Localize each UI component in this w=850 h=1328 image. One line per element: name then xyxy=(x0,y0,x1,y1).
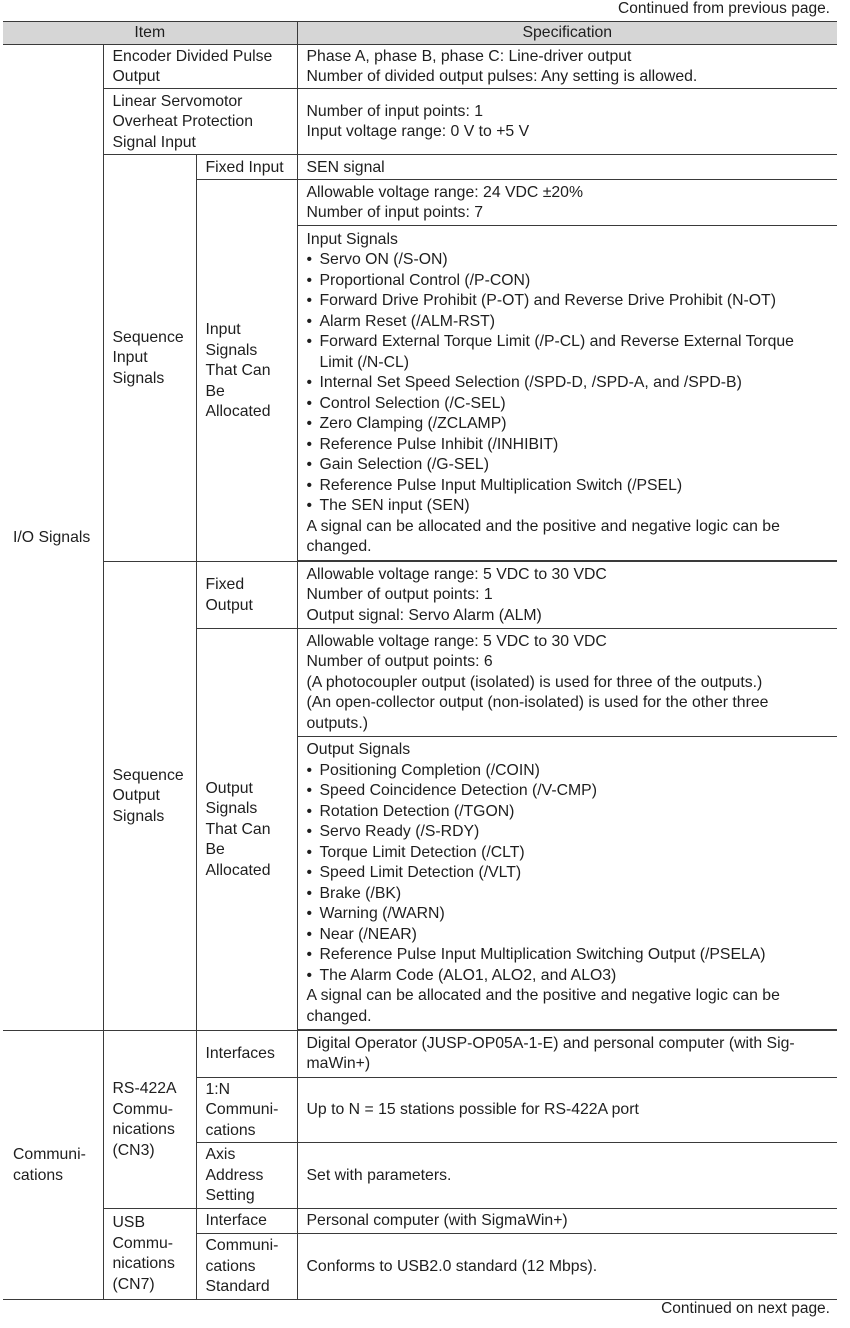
list-item: • Forward Drive Prohibit (P-OT) and Reverse Drive Prohibit (N-OT) xyxy=(307,291,829,312)
list-item: • The SEN input (SEN) xyxy=(307,496,829,517)
encoder-spec xyxy=(297,45,837,89)
list-item: • Near (/NEAR) xyxy=(307,925,829,946)
output-alloc-label: Output Signals That Can Be Allocated xyxy=(196,629,297,1031)
input-alloc-spec xyxy=(297,180,837,225)
spec-line: Allowable voltage range: 5 VDC to 30 VDC xyxy=(306,632,607,650)
list-item: • Control Selection (/C-SEL) xyxy=(307,394,829,415)
table-row xyxy=(3,1031,837,1077)
fixed-output-label: Fixed Output xyxy=(196,562,297,629)
header-specification: Specification xyxy=(297,22,837,45)
sequence-output-label: Sequence Output Signals xyxy=(103,562,196,1031)
usb-standard-spec: Conforms to USB2.0 standard (12 Mbps). xyxy=(297,1234,837,1300)
axis-address-label: Axis Address Setting xyxy=(196,1143,297,1209)
overheat-label: Linear Servomotor Overheat Protection Signal Input xyxy=(103,89,297,155)
list-item: • Servo Ready (/S-RDY) xyxy=(307,822,829,843)
encoder-label: Encoder Divided Pulse Output xyxy=(103,45,297,89)
header-item: Item xyxy=(3,22,297,45)
list-item: • Forward External Torque Limit (/P-CL) and Reverse External Torque Limit (/N-CL) xyxy=(307,332,829,373)
axis-address-spec: Set with parameters. xyxy=(297,1143,837,1209)
table-row xyxy=(3,1208,837,1233)
spec-line: Input voltage range: 0 V to +5 V xyxy=(306,123,530,141)
table-row xyxy=(3,562,837,629)
sequence-input-label: Sequence Input Signals xyxy=(103,155,196,562)
input-signals-note: A signal can be allocated and the positive and negative logic can be changed. xyxy=(306,517,780,556)
list-item: • Reference Pulse Input Multiplication Switching Output (/PSELA) xyxy=(307,945,829,966)
usb-interface-label: Interface xyxy=(196,1208,297,1233)
usb-interface-spec: Personal computer (with SigmaWin+) xyxy=(297,1208,837,1233)
list-item: • Torque Limit Detection (/CLT) xyxy=(307,843,829,864)
output-alloc-spec xyxy=(297,629,837,737)
list-item: • Gain Selection (/G-SEL) xyxy=(307,455,829,476)
list-item: • Servo ON (/S-ON) xyxy=(307,250,829,271)
spec-line: Number of output points: 6 xyxy=(306,653,493,671)
spec-line: Number of input points: 7 xyxy=(306,204,484,222)
spec-line: Allowable voltage range: 5 VDC to 30 VDC xyxy=(306,565,607,583)
spec-line: Allowable voltage range: 24 VDC ±20% xyxy=(306,183,584,201)
list-item: • Alarm Reset (/ALM-RST) xyxy=(307,312,829,333)
io-signals-label: I/O Signals xyxy=(3,45,103,1031)
input-alloc-label: Input Signals That Can Be Allocated xyxy=(196,180,297,562)
output-signal-list xyxy=(307,761,829,987)
rs422-label: RS-422A Commu- nications (CN3) xyxy=(103,1031,196,1209)
list-item: • Rotation Detection (/TGON) xyxy=(307,802,829,823)
continued-from-previous: Continued from previous page. xyxy=(618,0,830,17)
list-item: • Warning (/WARN) xyxy=(307,904,829,925)
list-item: • The Alarm Code (ALO1, ALO2, and ALO3) xyxy=(307,966,829,987)
spec-line: Number of divided output pulses: Any setting is allowed. xyxy=(306,68,698,86)
spec-line: (A photocoupler output (isolated) is used for three of the outputs.) xyxy=(306,673,763,691)
table-row xyxy=(3,89,837,155)
list-item: • Positioning Completion (/COIN) xyxy=(307,761,829,782)
usb-standard-label: Communi- cations Standard xyxy=(196,1234,297,1300)
one-n-spec: Up to N = 15 stations possible for RS-422A port xyxy=(297,1077,837,1143)
list-item: • Proportional Control (/P-CON) xyxy=(307,271,829,292)
list-item: • Speed Coincidence Detection (/V-CMP) xyxy=(307,781,829,802)
spec-line: Output signal: Servo Alarm (ALM) xyxy=(306,606,542,624)
fixed-output-spec xyxy=(297,562,837,629)
communications-label: Communi- cations xyxy=(3,1031,103,1300)
interfaces-label: Interfaces xyxy=(196,1031,297,1077)
spec-line: Phase A, phase B, phase C: Line-driver output xyxy=(306,47,632,65)
input-signals-title: Input Signals xyxy=(306,230,398,248)
one-n-label: 1:N Communi- cations xyxy=(196,1077,297,1143)
list-item: • Speed Limit Detection (/VLT) xyxy=(307,863,829,884)
spec-line: Number of output points: 1 xyxy=(306,586,493,604)
output-signals-title: Output Signals xyxy=(306,741,411,759)
continued-on-next: Continued on next page. xyxy=(661,1300,830,1317)
list-item: • Brake (/BK) xyxy=(307,884,829,905)
usb-label: USB Commu- nications (CN7) xyxy=(103,1208,196,1299)
input-signal-list xyxy=(307,250,829,517)
list-item: • Internal Set Speed Selection (/SPD-D, /SPD-A, and /SPD-B) xyxy=(307,373,829,394)
spec-line: (An open-collector output (non-isolated) is used for the other three outputs.) xyxy=(306,694,769,732)
table-row xyxy=(3,155,837,180)
list-item: • Reference Pulse Input Multiplication Switch (/PSEL) xyxy=(307,476,829,497)
fixed-input-spec: SEN signal xyxy=(297,155,837,180)
interfaces-spec: Digital Operator (JUSP-OP05A-1-E) and personal computer (with Sig- maWin+) xyxy=(297,1031,837,1077)
input-signals-list xyxy=(297,225,837,560)
output-signals-list xyxy=(297,737,837,1030)
overheat-spec xyxy=(297,89,837,155)
spec-line: Number of input points: 1 xyxy=(306,102,484,120)
specification-table xyxy=(3,21,837,1300)
list-item: • Zero Clamping (/ZCLAMP) xyxy=(307,414,829,435)
output-signals-note: A signal can be allocated and the positive and negative logic can be changed. xyxy=(306,987,780,1025)
table-header-row xyxy=(3,22,837,45)
fixed-input-label: Fixed Input xyxy=(196,155,297,180)
list-item: • Reference Pulse Inhibit (/INHIBIT) xyxy=(307,435,829,456)
table-row xyxy=(3,45,837,89)
